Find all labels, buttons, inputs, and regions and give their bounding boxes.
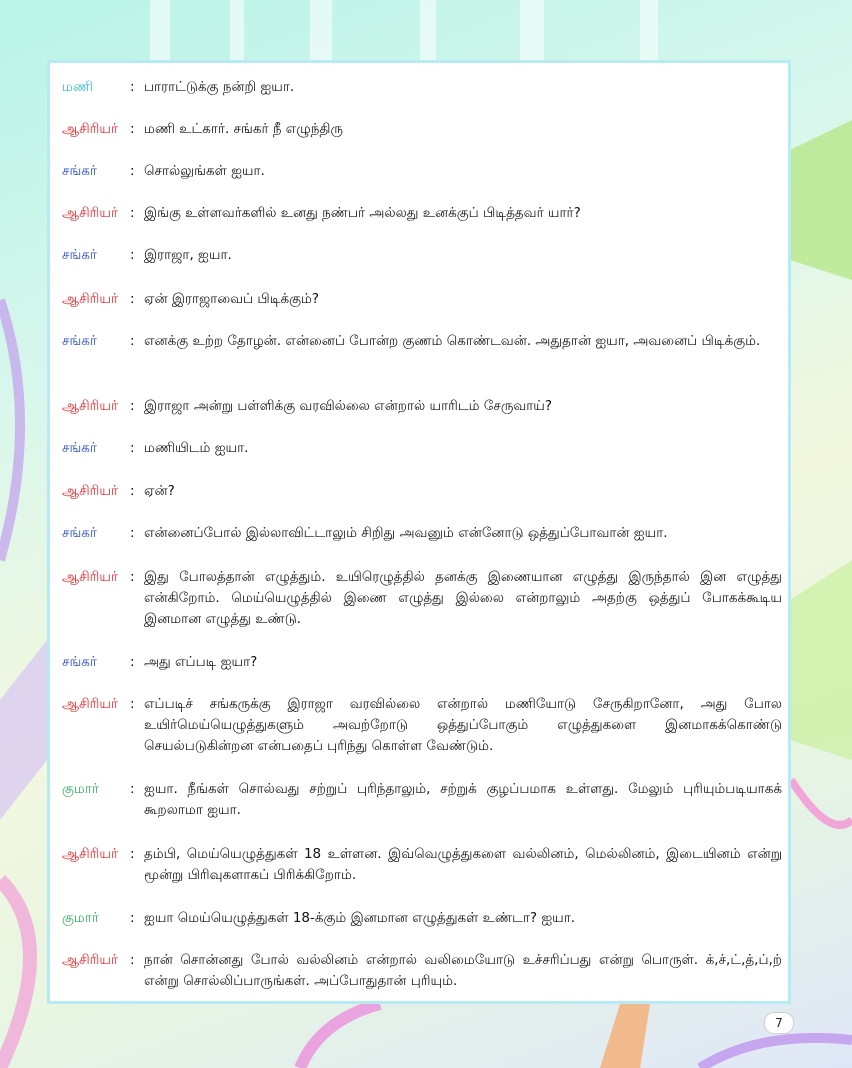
speaker-colon: : [130,440,135,456]
page-number: 7 [764,1012,794,1034]
dialogue-line [62,203,782,224]
speaker-name: ஆசிரியர் [62,952,118,968]
dialogue-text: எனக்கு உற்ற தோழன். என்னைப் போன்ற குணம் கொண்டவன். அதுதான் ஐயா, அவனைப் பிடிக்கும். [144,333,761,349]
speaker-name: ஆசிரியர் [62,121,118,137]
dialogue-line [62,523,782,544]
dialogue-text: மணி உட்கார். சங்கர் நீ எழுந்திரு [144,121,343,137]
dialogue-line [62,331,782,352]
dialogue-panel [47,60,791,1004]
speaker-colon: : [130,163,135,179]
speaker-name: ஆசிரியர் [62,205,118,221]
speaker-name: சங்கர் [62,333,97,349]
speaker-colon: : [130,952,135,968]
dialogue-line [62,438,782,459]
dialogue-line [62,289,782,310]
dialogue-line [62,779,782,821]
dialogue-text: அது எப்படி ஐயா? [144,654,258,670]
dialogue-text: நான் சொன்னது போல் வல்லினம் என்றால் வலிமையோடு உச்சரிப்பது என்று பொருள். க்,ச்,ட்,த்,ப்,ற் என்று சொல்லிப்பாருங்கள். அப்போதுதான் புரியும். [144,952,782,989]
dialogue-line [62,396,782,417]
speaker-colon: : [130,525,135,541]
speaker-colon: : [130,205,135,221]
dialogue-line [62,652,782,673]
dialogue-text: ஏன்? [144,483,175,499]
speaker-colon: : [130,247,135,263]
speaker-name: மணி [62,79,93,95]
dialogue-line [62,481,782,502]
speaker-colon: : [130,654,135,670]
dialogue-text: மணியிடம் ஐயா. [144,440,249,456]
speaker-name: ஆசிரியர் [62,696,118,712]
dialogue-line [62,908,782,929]
speaker-name: சங்கர் [62,525,97,541]
speaker-name: ஆசிரியர் [62,291,118,307]
dialogue-text: ஏன் இராஜாவைப் பிடிக்கும்? [144,291,320,307]
dialogue-text: சொல்லுங்கள் ஐயா. [144,163,265,179]
dialogue-text: இது போலத்தான் எழுத்தும். உயிரெழுத்தில் தனக்கு இணையான எழுத்து இருந்தால் இன எழுத்து என்கிறோம். மெய்யெழுத்தில் இணை எழுத்து இல்லை என்றாலும் அதற்கு ஒத்துப் போகக்கூடிய இனமான எழுத்து உண்டு. [144,569,782,627]
dialogue-text: தம்பி, மெய்யெழுத்துகள் 18 உள்ளன. இவ்வெழுத்துகளை வல்லினம், மெல்லினம், இடையினம் என்று மூன்று பிரிவுகளாகப் பிரிக்கிறோம். [144,846,782,883]
dialogue-line [62,567,782,630]
dialogue-line [62,694,782,757]
dialogue-text: இராஜா அன்று பள்ளிக்கு வரவில்லை என்றால் யாரிடம் சேருவாய்? [144,398,553,414]
dialogue-text: எப்படிச் சங்கருக்கு இராஜா வரவில்லை என்றால் மணியோடு சேருகிறானோ, அது போல உயிர்மெய்யெழுத்துகளும் அவற்றோடு ஒத்துப்போகும் எழுத்துகளை இனமாகக்கொண்டு செயல்படுகின்றன என்பதைப் புரிந்து கொள்ள வேண்டும். [144,696,782,754]
speaker-colon: : [130,846,135,862]
speaker-name: சங்கர் [62,163,97,179]
speaker-name: சங்கர் [62,247,97,263]
speaker-name: ஆசிரியர் [62,846,118,862]
speaker-colon: : [130,696,135,712]
speaker-name: சங்கர் [62,654,97,670]
dialogue-text: என்னைப்போல் இல்லாவிட்டாலும் சிறிது அவனும் என்னோடு ஒத்துப்போவான் ஐயா. [144,525,668,541]
dialogue-text: ஐயா. நீங்கள் சொல்வது சற்றுப் புரிந்தாலும், சற்றுக் குழப்பமாக உள்ளது. மேலும் புரியும்படியாகக் கூறலாமா ஐயா. [144,781,782,818]
speaker-name: குமார் [62,910,99,926]
speaker-colon: : [130,781,135,797]
speaker-colon: : [130,483,135,499]
dialogue-line [62,161,782,182]
dialogue-line [62,245,782,266]
speaker-name: ஆசிரியர் [62,569,118,585]
speaker-colon: : [130,291,135,307]
dialogue-line [62,119,782,140]
speaker-colon: : [130,910,135,926]
speaker-colon: : [130,569,135,585]
dialogue-text: பாராட்டுக்கு நன்றி ஐயா. [144,79,295,95]
speaker-colon: : [130,121,135,137]
dialogue-text: ஐயா மெய்யெழுத்துகள் 18-க்கும் இனமான எழுத்துகள் உண்டா? ஐயா. [144,910,576,926]
speaker-colon: : [130,79,135,95]
speaker-name: ஆசிரியர் [62,398,118,414]
speaker-name: ஆசிரியர் [62,483,118,499]
dialogue-line [62,77,782,98]
dialogue-text: இங்கு உள்ளவர்களில் உனது நண்பர் அல்லது உனக்குப் பிடித்தவர் யார்? [144,205,581,221]
speaker-colon: : [130,333,135,349]
speaker-name: குமார் [62,781,99,797]
dialogue-line [62,950,782,992]
speaker-name: சங்கர் [62,440,97,456]
speaker-colon: : [130,398,135,414]
dialogue-line [62,844,782,886]
dialogue-text: இராஜா, ஐயா. [144,247,232,263]
